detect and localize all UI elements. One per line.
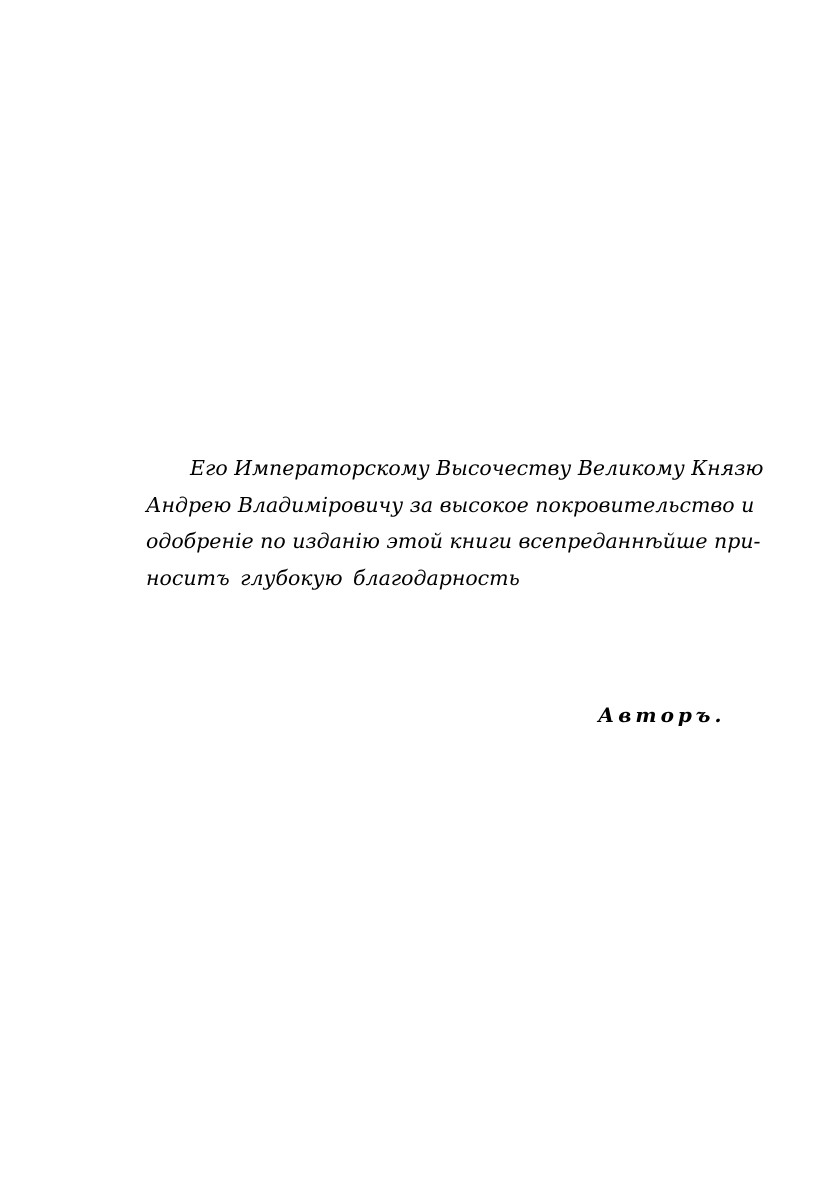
dedication-line-1: Его Императорскому Высочеству Великому Князю	[190, 456, 764, 480]
dedication-line-2: Андрею Владимiровичу за высокое покровительство и	[146, 492, 755, 517]
author-signature: Авторъ.	[598, 703, 726, 727]
dedication-line-3: одобренiе по изданiю этой книги всепреданнѣйше при-	[146, 529, 761, 553]
dedication-line-4: носитъ глубокую благодарность	[146, 565, 520, 590]
dedication-paragraph	[146, 450, 764, 596]
